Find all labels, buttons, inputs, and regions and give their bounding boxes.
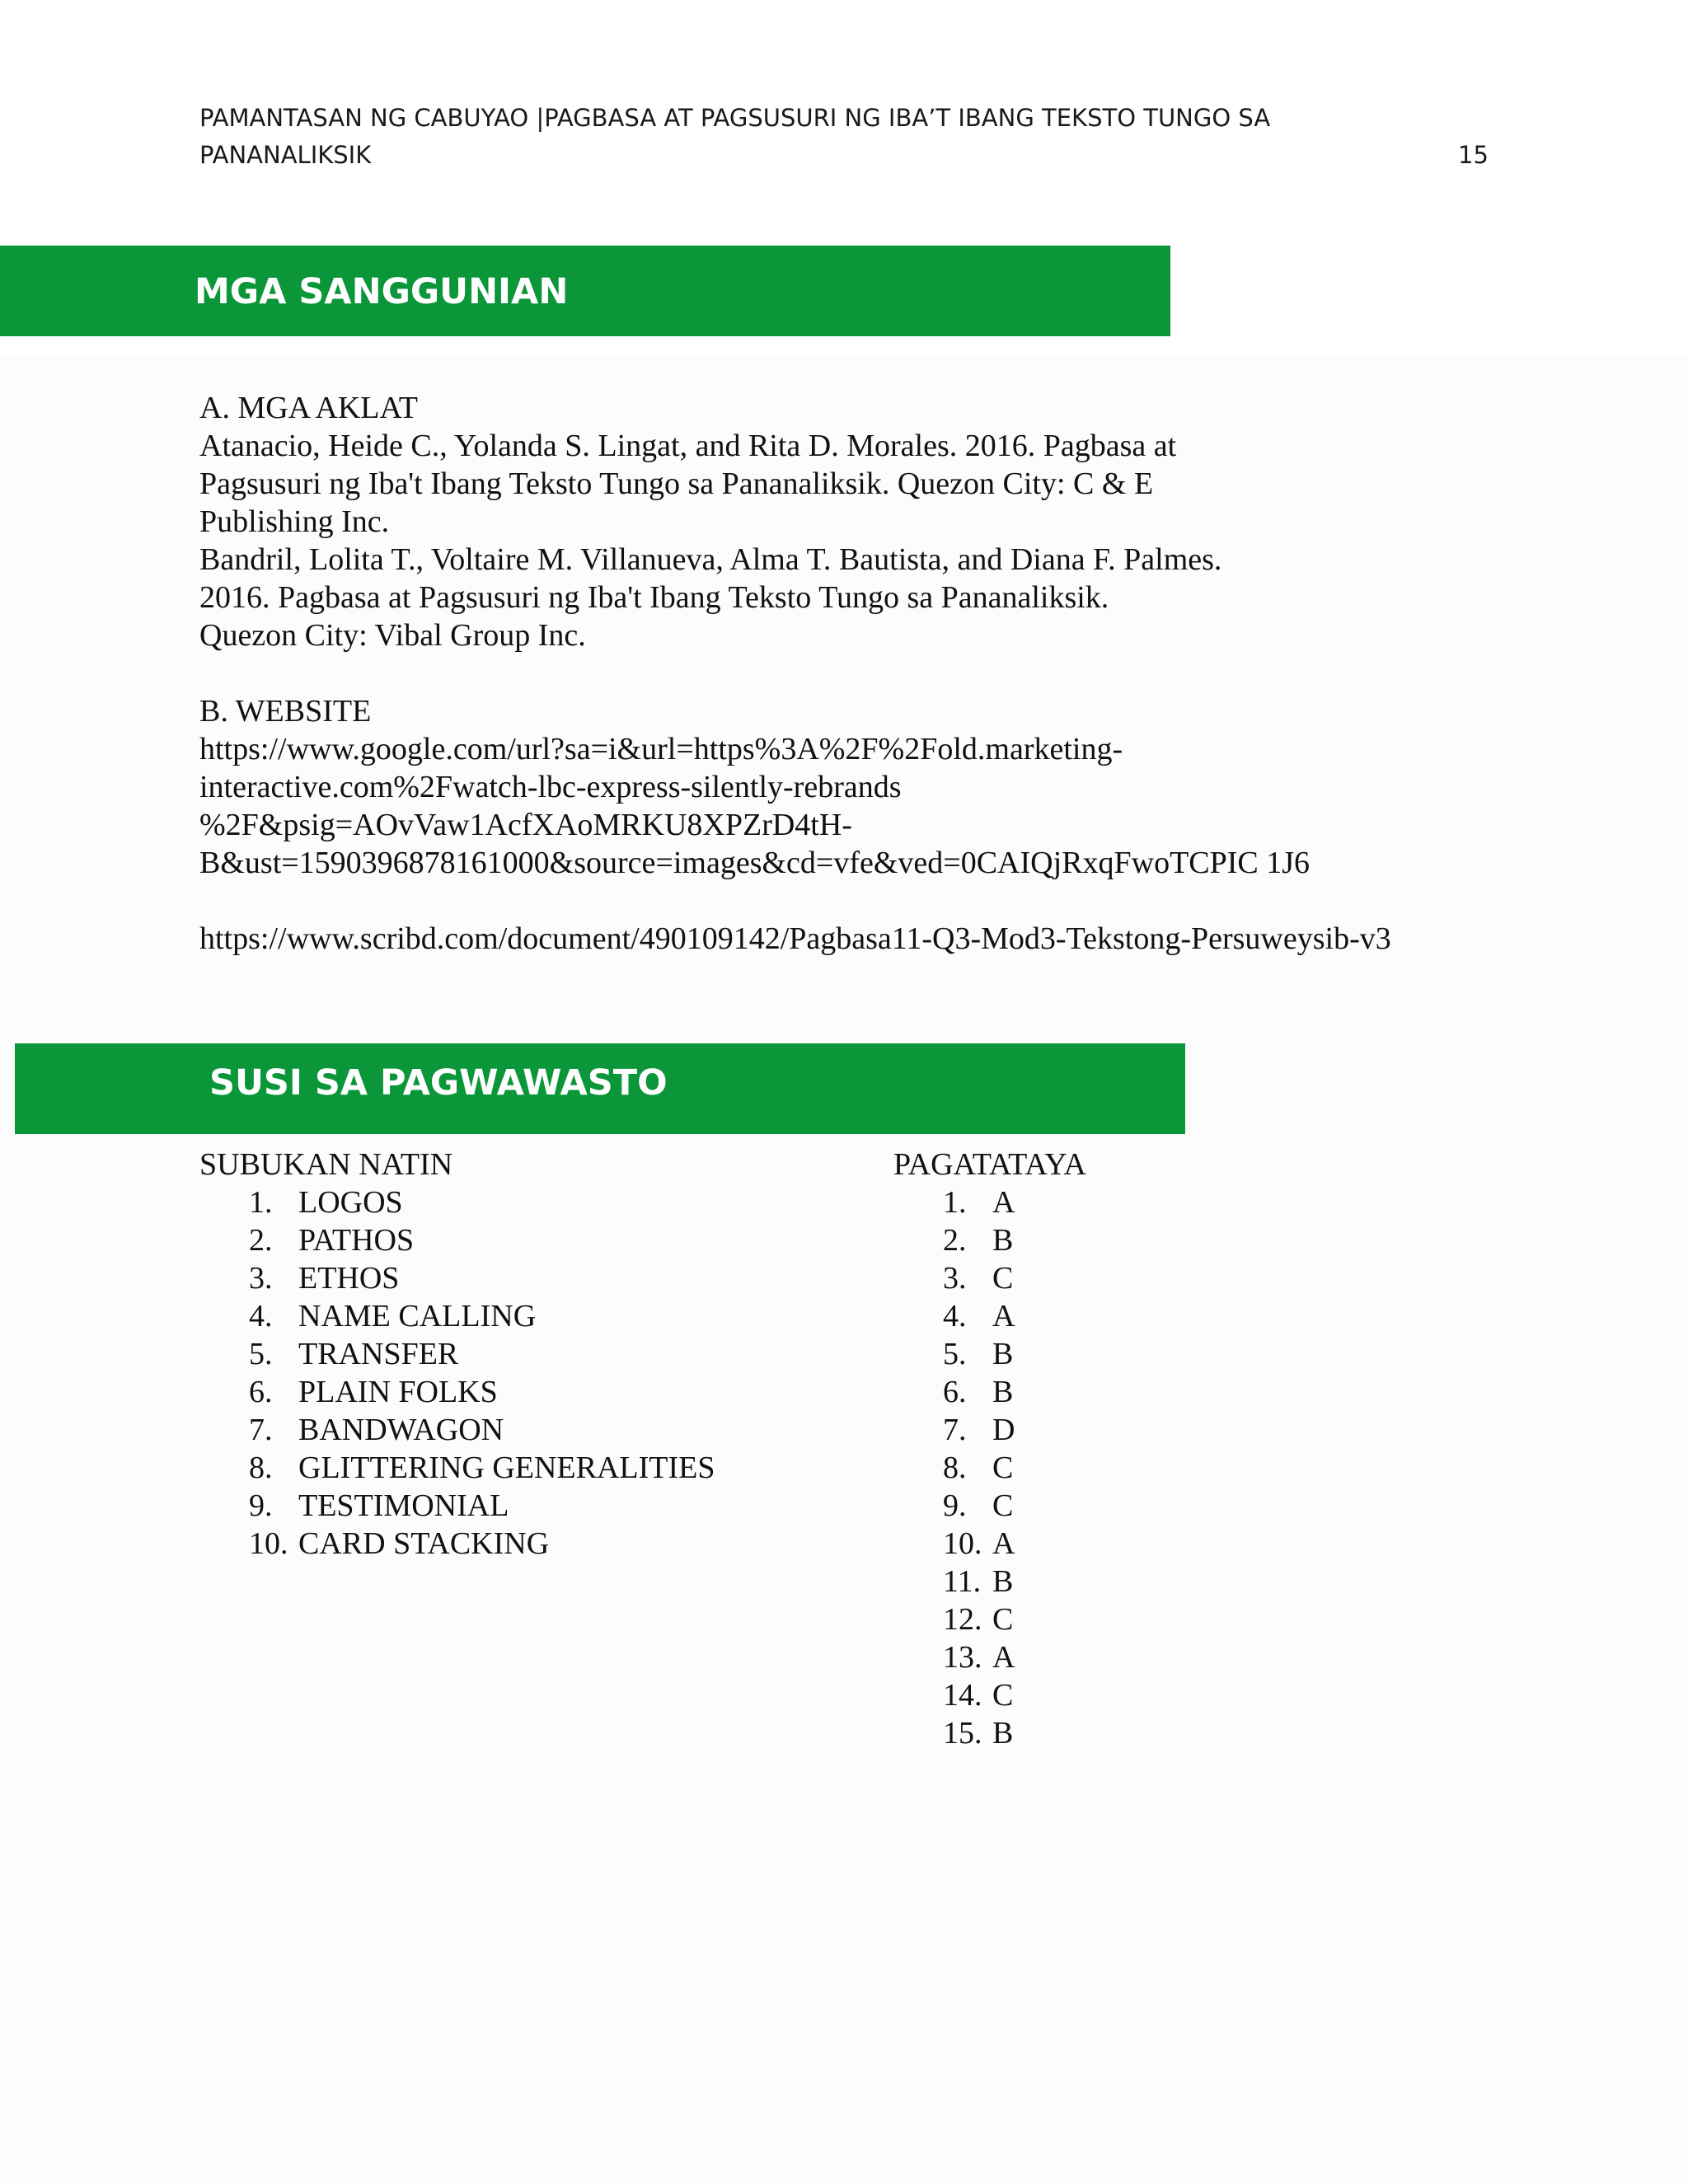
- subukan-natin-column: [199, 1146, 715, 1563]
- subukan-item-text: GLITTERING GENERALITIES: [298, 1451, 715, 1485]
- subukan-item-text: TRANSFER: [298, 1337, 459, 1371]
- pagatataya-item-text: B: [992, 1223, 1014, 1258]
- pagatataya-item: [893, 1676, 1086, 1714]
- pagatataya-item-text: C: [992, 1602, 1014, 1637]
- subukan-item: [199, 1221, 715, 1259]
- pagatataya-item: [893, 1373, 1086, 1411]
- spacer: [199, 882, 1391, 920]
- website-list: [199, 730, 1391, 882]
- spacer: [199, 654, 1391, 692]
- book-reference-line: Atanacio, Heide C., Yolanda S. Lingat, and Rita D. Morales. 2016. Pagbasa at: [199, 429, 1177, 463]
- references-block: [199, 389, 1391, 958]
- pagatataya-item-text: C: [992, 1488, 1014, 1523]
- pagatataya-item: [893, 1297, 1086, 1335]
- book-reference-line: Bandril, Lolita T., Voltaire M. Villanueva, Alma T. Bautista, and Diana F. Palmes.: [199, 542, 1222, 577]
- pagatataya-item-number: 5.: [943, 1337, 967, 1371]
- subukan-item: [199, 1183, 715, 1221]
- pagatataya-item: [893, 1259, 1086, 1297]
- website-link-line[interactable]: %2F&psig=AOvVaw1AcfXAoMRKU8XPZrD4tH-: [199, 808, 852, 842]
- subukan-item-text: PLAIN FOLKS: [298, 1375, 498, 1409]
- pagatataya-item: [893, 1335, 1086, 1373]
- pagatataya-item: [893, 1563, 1086, 1601]
- pagatataya-item: [893, 1411, 1086, 1449]
- pagatataya-item-text: C: [992, 1261, 1014, 1296]
- subukan-item-number: 6.: [249, 1375, 273, 1409]
- pagatataya-item-number: 13.: [943, 1640, 982, 1675]
- subukan-item: [199, 1259, 715, 1297]
- pagatataya-item-text: C: [992, 1678, 1014, 1713]
- sanggunian-title: MGA SANGGUNIAN: [195, 271, 569, 312]
- pagatataya-item: [893, 1601, 1086, 1638]
- pagatataya-item: [893, 1714, 1086, 1752]
- subukan-item: [199, 1449, 715, 1487]
- subukan-item-text: BANDWAGON: [298, 1413, 504, 1447]
- subukan-item-text: LOGOS: [298, 1185, 403, 1220]
- subukan-item: [199, 1335, 715, 1373]
- books-list: [199, 427, 1391, 654]
- book-reference-line: Pagsusuri ng Iba't Ibang Teksto Tungo sa Pananaliksik. Quezon City: C & E: [199, 466, 1154, 501]
- pagatataya-item-text: B: [992, 1716, 1014, 1750]
- subukan-item-number: 9.: [249, 1488, 273, 1523]
- pagatataya-item-text: B: [992, 1375, 1014, 1409]
- pagatataya-item-number: 3.: [943, 1261, 967, 1296]
- pagatataya-item-number: 10.: [943, 1526, 982, 1561]
- subukan-item-number: 5.: [249, 1337, 273, 1371]
- pagatataya-item: [893, 1525, 1086, 1563]
- pagatataya-list: [893, 1183, 1086, 1752]
- subukan-item-number: 4.: [249, 1299, 273, 1333]
- pagatataya-item-number: 1.: [943, 1185, 967, 1220]
- pagatataya-item-text: B: [992, 1564, 1014, 1599]
- subukan-item-text: PATHOS: [298, 1223, 415, 1258]
- pagatataya-item-number: 14.: [943, 1678, 982, 1713]
- pagatataya-item-text: A: [992, 1526, 1015, 1561]
- pagatataya-item-text: C: [992, 1451, 1014, 1485]
- subukan-item-text: TESTIMONIAL: [298, 1488, 509, 1523]
- pagatataya-item-text: A: [992, 1640, 1015, 1675]
- subukan-item-text: NAME CALLING: [298, 1299, 537, 1333]
- subukan-item-number: 1.: [249, 1185, 273, 1220]
- sanggunian-section-bar: [0, 246, 1170, 336]
- subukan-item-number: 7.: [249, 1413, 273, 1447]
- pagatataya-item-number: 11.: [943, 1564, 982, 1599]
- subukan-item-number: 3.: [249, 1261, 273, 1296]
- subukan-item: [199, 1487, 715, 1525]
- subukan-item-text: ETHOS: [298, 1261, 400, 1296]
- subukan-item-number: 2.: [249, 1223, 273, 1258]
- pagatataya-item-number: 12.: [943, 1602, 982, 1637]
- subukan-item-text: CARD STACKING: [298, 1526, 550, 1561]
- pagatataya-item-text: D: [992, 1413, 1015, 1447]
- pagatataya-heading: PAGATATAYA: [893, 1147, 1086, 1182]
- subukan-item: [199, 1297, 715, 1335]
- website-link-line[interactable]: https://www.google.com/url?sa=i&url=https%3A%2F%2Fold.marketing-: [199, 732, 1123, 766]
- pagatataya-item-text: A: [992, 1185, 1015, 1220]
- pagatataya-item-number: 2.: [943, 1223, 967, 1258]
- running-header-line-1: PAMANTASAN NG CABUYAO |PAGBASA AT PAGSUSURI NG IBA’T IBANG TEKSTO TUNGO SA: [199, 104, 1271, 132]
- pagatataya-item-text: B: [992, 1337, 1014, 1371]
- pagatataya-item: [893, 1183, 1086, 1221]
- page-number: 15: [1458, 141, 1489, 169]
- pagatataya-item-number: 6.: [943, 1375, 967, 1409]
- website-heading: B. WEBSITE: [199, 694, 372, 729]
- subukan-item-number: 8.: [249, 1451, 273, 1485]
- pagatataya-column: [893, 1146, 1086, 1752]
- subukan-natin-list: [199, 1183, 715, 1563]
- website-link-scribd[interactable]: https://www.scribd.com/document/490109142/Pagbasa11-Q3-Mod3-Tekstong-Persuweysib-v3: [199, 921, 1391, 956]
- website-link-line[interactable]: B&ust=1590396878161000&source=images&cd=vfe&ved=0CAIQjRxqFwoTCPIC 1J6: [199, 846, 1311, 880]
- pagatataya-item: [893, 1221, 1086, 1259]
- subukan-item: [199, 1411, 715, 1449]
- subukan-item: [199, 1525, 715, 1563]
- pagatataya-item-number: 7.: [943, 1413, 967, 1447]
- pagatataya-item-number: 4.: [943, 1299, 967, 1333]
- book-reference-line: Publishing Inc.: [199, 504, 390, 539]
- pagatataya-item: [893, 1487, 1086, 1525]
- pagatataya-item: [893, 1638, 1086, 1676]
- subukan-item-number: 10.: [249, 1526, 288, 1561]
- pagatataya-item-number: 15.: [943, 1716, 982, 1750]
- pagatataya-item-number: 9.: [943, 1488, 967, 1523]
- running-header-line-2: PANANALIKSIK: [199, 141, 372, 169]
- pagatataya-item: [893, 1449, 1086, 1487]
- susi-title: SUSI SA PAGWAWASTO: [209, 1062, 668, 1104]
- website-link-line[interactable]: interactive.com%2Fwatch-lbc-express-silently-rebrands: [199, 770, 902, 804]
- pagatataya-item-number: 8.: [943, 1451, 967, 1485]
- pagatataya-item-text: A: [992, 1299, 1015, 1333]
- subukan-item: [199, 1373, 715, 1411]
- subukan-natin-heading: SUBUKAN NATIN: [199, 1147, 453, 1182]
- book-reference-line: 2016. Pagbasa at Pagsusuri ng Iba't Ibang Teksto Tungo sa Pananaliksik.: [199, 580, 1109, 615]
- book-reference-line: Quezon City: Vibal Group Inc.: [199, 618, 586, 653]
- books-heading: A. MGA AKLAT: [199, 391, 418, 425]
